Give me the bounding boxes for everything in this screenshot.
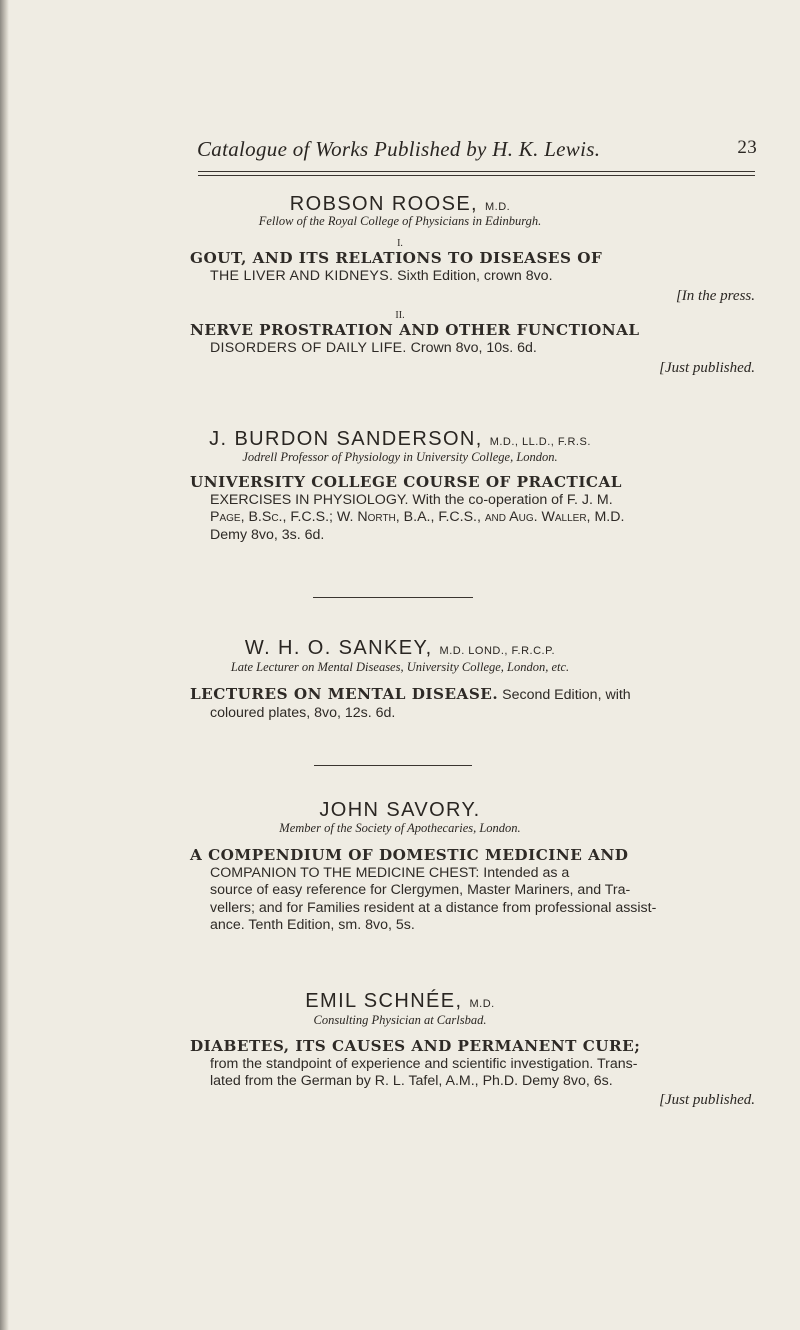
author-affiliation: Fellow of the Royal College of Physicians in Edinburgh. — [258, 214, 542, 228]
work-details: DISORDERS OF DAILY LIFE. Crown 8vo, 10s. 6d. — [210, 339, 537, 356]
work-title: LECTURES ON MENTAL DISEASE. — [190, 685, 499, 703]
work-entry — [190, 474, 755, 544]
work-entry — [190, 250, 755, 285]
work-entry — [190, 1038, 755, 1091]
work-details-line: Demy 8vo, 3s. 6d. — [210, 526, 325, 543]
author-name: W. H. O. SANKEY, — [244, 637, 433, 659]
work-entry — [190, 847, 755, 935]
author-heading — [0, 193, 800, 216]
work-details-line: EXERCISES IN PHYSIOLOGY. With the co-operation of F. J. M. — [210, 491, 613, 508]
work-title: DIABETES, ITS CAUSES AND PERMANENT CURE; — [190, 1037, 641, 1055]
author-degrees: M.D. — [484, 201, 511, 213]
work-details-line: source of easy reference for Clergymen, Master Mariners, and Tra- — [210, 882, 631, 898]
author-affiliation: Jodrell Professor of Physiology in University College, London. — [242, 450, 558, 464]
work-title: UNIVERSITY COLLEGE COURSE OF PRACTICAL — [190, 473, 622, 491]
author-name: JOHN SAVORY. — [319, 799, 481, 821]
work-entry — [190, 322, 755, 357]
author-name: J. BURDON SANDERSON, — [209, 428, 483, 450]
work-title: NERVE PROSTRATION AND OTHER FUNCTIONAL — [190, 321, 640, 339]
author-affiliation: Consulting Physician at Carlsbad. — [313, 1013, 487, 1027]
work-title: GOUT, AND ITS RELATIONS TO DISEASES OF — [190, 249, 603, 267]
author-degrees: M.D. — [469, 998, 495, 1010]
work-details-line: vellers; and for Families resident at a distance from professional assist- — [210, 899, 657, 916]
author-name: EMIL SCHNÉE, — [305, 990, 463, 1012]
work-details-line: coloured plates, 8vo, 12s. 6d. — [210, 704, 396, 721]
work-entry — [190, 686, 755, 722]
author-heading — [0, 428, 800, 451]
work-title: A COMPENDIUM OF DOMESTIC MEDICINE AND — [190, 846, 629, 864]
publication-status: [Just published. — [659, 360, 755, 376]
header-rule — [198, 171, 755, 176]
page-number: 23 — [737, 137, 757, 158]
header-title: Catalogue of Works Published by H. K. Lewis. — [197, 137, 601, 161]
work-numeral: II. — [395, 310, 405, 321]
work-details: THE LIVER AND KIDNEYS. Sixth Edition, crown 8vo. — [210, 267, 553, 284]
work-title-line: LECTURES ON MENTAL DISEASE. Second Edition, with — [190, 685, 631, 703]
publication-status: [Just published. — [659, 1092, 755, 1108]
author-name: ROBSON ROOSE, — [289, 193, 479, 215]
author-affiliation: Late Lecturer on Mental Diseases, University College, London, etc. — [230, 660, 570, 674]
work-details-line: from the standpoint of experience and scientific investigation. Trans- — [210, 1055, 638, 1072]
section-divider — [313, 597, 473, 598]
author-heading — [0, 990, 800, 1013]
work-details-line: Page, B.Sc., F.C.S.; W. North, B.A., F.C.S., and Aug. Waller, M.D. — [210, 509, 625, 525]
author-affiliation: Member of the Society of Apothecaries, London. — [279, 821, 521, 835]
author-degrees: M.D., LL.D., F.R.S. — [489, 436, 591, 448]
work-numeral: I. — [397, 238, 403, 249]
section-divider — [314, 765, 472, 766]
work-details-line: COMPANION TO THE MEDICINE CHEST: Intended as a — [210, 864, 570, 881]
work-details-line: lated from the German by R. L. Tafel, A.M., Ph.D. Demy 8vo, 6s. — [210, 1073, 613, 1089]
author-degrees: M.D. LOND., F.R.C.P. — [439, 645, 556, 657]
publication-status: [In the press. — [675, 288, 755, 304]
running-header — [197, 137, 757, 162]
author-heading — [0, 637, 800, 660]
work-details-line: ance. Tenth Edition, sm. 8vo, 5s. — [210, 917, 415, 933]
author-heading — [0, 799, 800, 822]
